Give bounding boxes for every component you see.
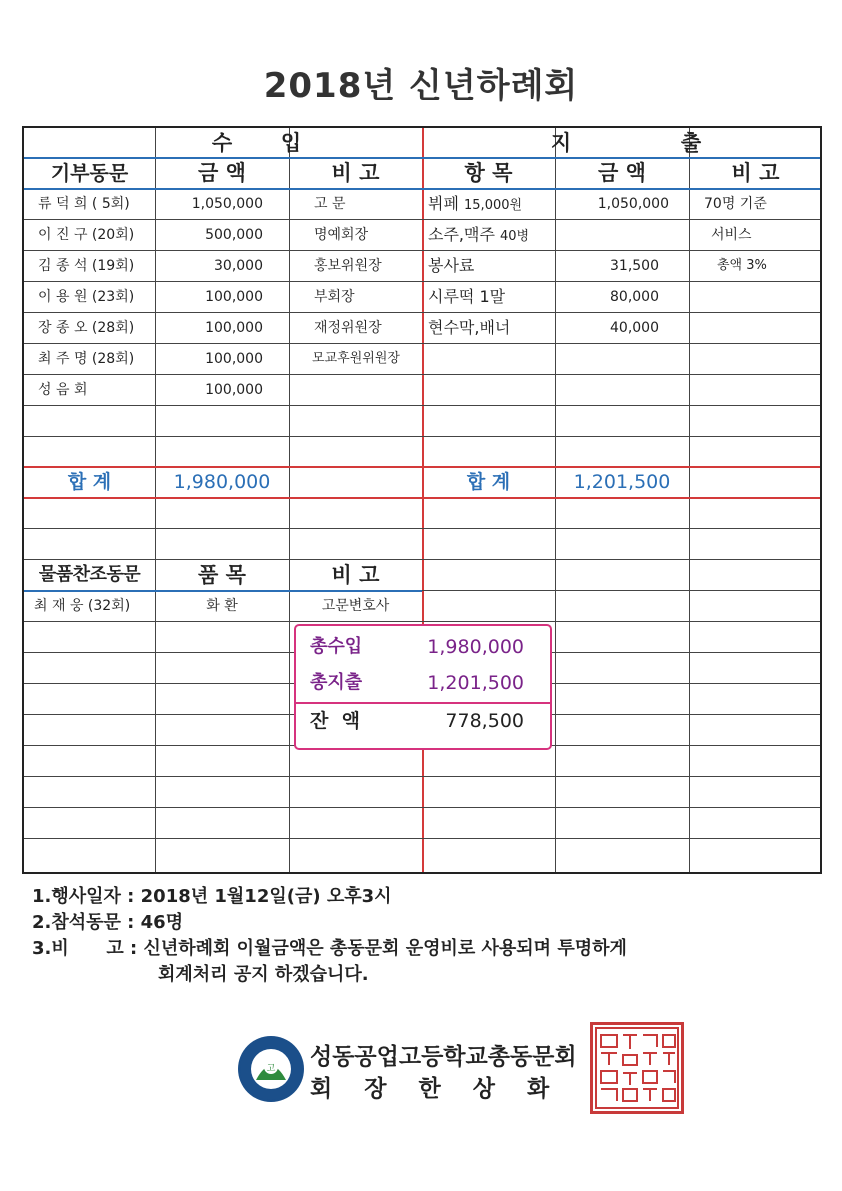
header-note: 비 고 <box>331 161 380 185</box>
expense-item: 소주,맥주 40병 <box>428 225 530 244</box>
row-divider <box>24 188 820 190</box>
income-name: 성 음 회 <box>38 382 88 398</box>
row-divider <box>24 436 820 437</box>
row-divider <box>24 281 820 282</box>
goods-item: 화 환 <box>206 598 238 614</box>
official-seal <box>590 1022 684 1114</box>
row-divider <box>24 405 820 406</box>
seal-icon <box>593 1025 681 1111</box>
income-name: 김 종 석 (19회) <box>38 258 135 274</box>
income-amount: 100,000 <box>205 351 263 367</box>
summary-income-value: 1,980,000 <box>427 636 524 658</box>
expense-total-label: 합 계 <box>466 471 511 493</box>
income-amount: 100,000 <box>205 382 263 398</box>
expense-amount: 31,500 <box>610 258 659 274</box>
income-note: 모교후원위원장 <box>312 351 400 366</box>
income-amount: 100,000 <box>205 289 263 305</box>
svg-text:고: 고 <box>266 1064 276 1074</box>
center-divider <box>422 128 424 872</box>
income-name: 이 용 원 (23회) <box>38 289 135 305</box>
expense-label-1: 지 <box>550 131 572 155</box>
summary-divider <box>296 702 550 704</box>
expense-amount: 40,000 <box>610 320 659 336</box>
goods-name: 최 재 웅 (32회) <box>34 598 131 614</box>
summary-box <box>294 624 552 750</box>
col-divider <box>289 128 290 872</box>
expense-item: 뷔페 15,000원 <box>428 194 523 213</box>
row-divider <box>24 621 820 622</box>
col-divider <box>555 128 556 872</box>
note-remarks: 3.비 고 : 신년하례회 이월금액은 총동문회 운영비로 사용되며 투명하게 <box>32 938 627 959</box>
income-name: 이 진 구 (20회) <box>38 227 135 243</box>
header-note-expense: 비 고 <box>731 161 780 185</box>
page-title: 2018년 신년하례회 <box>263 66 579 106</box>
row-divider <box>24 219 820 220</box>
alumni-association-logo <box>238 1036 304 1102</box>
income-note: 홍보위원장 <box>314 258 382 274</box>
header-goods-donor: 물품찬조동문 <box>38 564 141 585</box>
income-name: 류 덕 희 ( 5회) <box>38 196 130 212</box>
expense-note: 서비스 <box>711 227 752 243</box>
income-label-2: 입 <box>280 131 302 155</box>
row-divider <box>24 312 820 313</box>
income-name: 장 종 오 (28회) <box>38 320 135 336</box>
expense-total-amount: 1,201,500 <box>573 471 671 493</box>
header-goods-item: 품 목 <box>198 563 246 587</box>
income-name: 최 주 명 (28회) <box>38 351 135 367</box>
row-divider <box>24 776 820 777</box>
note-remarks-continued: 회계처리 공지 하겠습니다. <box>158 964 369 985</box>
note-date: 1.행사일자 : 2018년 1월12일(금) 오후3시 <box>32 886 392 907</box>
summary-expense-value: 1,201,500 <box>427 672 524 694</box>
income-note: 부회장 <box>314 289 355 305</box>
expense-note: 총액 3% <box>717 258 767 273</box>
row-divider <box>24 374 820 375</box>
header-donor: 기부동문 <box>50 161 129 185</box>
goods-note: 고문변호사 <box>321 598 390 614</box>
income-total-label: 합 계 <box>67 471 112 493</box>
row-divider <box>24 807 820 808</box>
summary-balance-value: 778,500 <box>445 710 524 732</box>
income-amount: 100,000 <box>205 320 263 336</box>
summary-balance-label: 잔 액 <box>310 710 360 732</box>
income-note: 재정위원장 <box>314 320 382 336</box>
header-amount: 금 액 <box>198 161 246 185</box>
income-amount: 1,050,000 <box>191 196 263 212</box>
row-divider <box>24 497 820 499</box>
income-note: 명예회장 <box>314 227 369 243</box>
expense-amount: 1,050,000 <box>597 196 669 212</box>
expense-amount: 80,000 <box>610 289 659 305</box>
row-divider <box>24 250 820 251</box>
expense-note: 70명 기준 <box>704 196 767 212</box>
president-name: 회 장 한 상 화 <box>310 1076 550 1102</box>
logo-emblem-icon <box>238 1036 304 1102</box>
income-amount: 500,000 <box>205 227 263 243</box>
expense-item: 시루떡 1말 <box>428 287 506 306</box>
summary-income-label: 총수입 <box>310 636 363 657</box>
expense-label-2: 출 <box>680 131 702 155</box>
organization-name: 성동공업고등학교총동문회 <box>310 1044 577 1070</box>
header-item: 항 목 <box>464 161 513 185</box>
row-divider <box>24 343 820 344</box>
income-total-amount: 1,980,000 <box>173 471 271 493</box>
expense-item: 봉사료 <box>428 256 475 275</box>
header-goods-note: 비 고 <box>331 563 380 587</box>
income-note: 고 문 <box>314 196 346 212</box>
summary-expense-label: 총지출 <box>310 672 363 693</box>
income-label-1: 수 <box>211 131 233 155</box>
event-notes <box>32 884 627 988</box>
income-amount: 30,000 <box>214 258 263 274</box>
row-divider <box>24 528 820 529</box>
ledger-table <box>22 126 822 874</box>
header-amount-expense: 금 액 <box>598 161 646 185</box>
col-divider <box>689 128 690 872</box>
note-attendees: 2.참석동문 : 46명 <box>32 912 184 933</box>
row-divider <box>24 838 820 839</box>
expense-item: 현수막,배너 <box>428 318 511 337</box>
